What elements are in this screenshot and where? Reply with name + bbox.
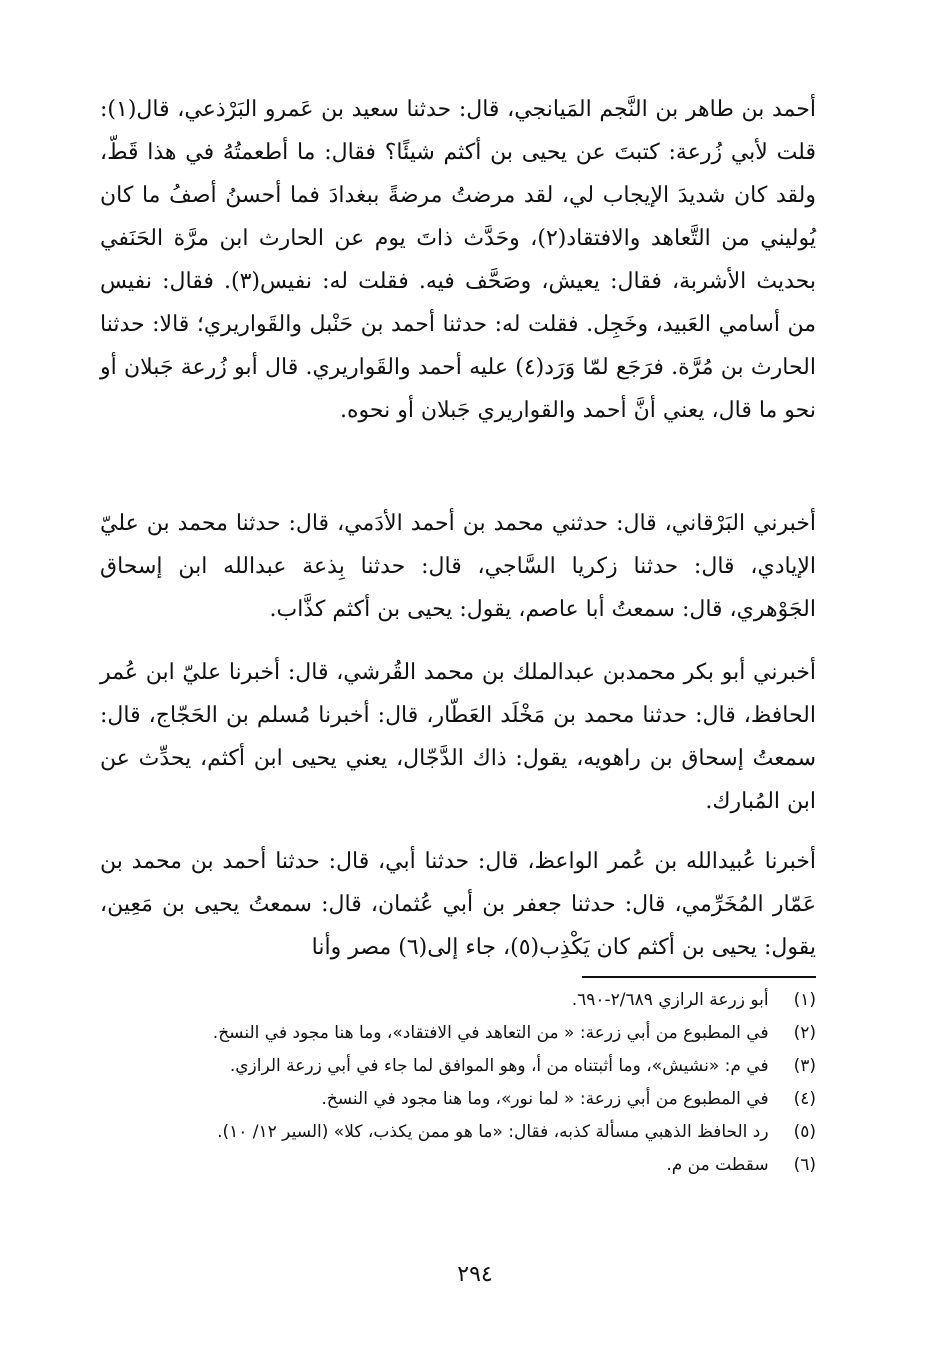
footnote-number: (١) — [793, 990, 816, 1010]
footnote-separator — [582, 976, 816, 978]
footnote-text: في م: «نشيش»، وما أثبتناه من أ، وهو الموافق لما جاء في أبي زرعة الرازي. — [229, 1056, 769, 1076]
footnote-text: أبو زرعة الرازي ٢/٦٨٩-٦٩٠. — [571, 990, 769, 1010]
paragraph-3: أخبرني أبو بكر محمدبن عبدالملك بن محمد القُرشي، قال: أخبرنا عليّ ابن عُمر الحافظ، قال: حدثنا محمد بن مَخْلَد العَطّار، قال: أخبرنا مُسلم بن الحَجّاج، قال: سمعتُ إسحاق بن راهويه، يقول: ذاك الدَّجّال، يعني يحيى ابن أكثم، يحدِّث عن ابن المُبارك. — [100, 660, 816, 814]
paragraph-4: أخبرنا عُبيدالله بن عُمر الواعظ، قال: حدثنا أبي، قال: حدثنا أحمد بن محمد بن عَمّار المُخَرِّمي، قال: حدثنا جعفر بن أبي عُثمان، قال: سمعتُ يحيى بن مَعِين، يقول: يحيى بن أكثم كان يَكْذِب(٥)، جاء إلى(٦) مصر وأنا — [100, 849, 816, 960]
footnote-3 — [120, 1052, 816, 1080]
footnote-2 — [120, 1019, 816, 1047]
footnote-number: (٥) — [793, 1122, 816, 1142]
footnote-1 — [120, 986, 816, 1014]
footnote-4 — [120, 1085, 816, 1113]
footnote-number: (٦) — [793, 1155, 816, 1175]
footnote-text: سقطت من م. — [666, 1155, 769, 1175]
footnote-number: (٣) — [793, 1056, 816, 1076]
footnote-number: (٢) — [793, 1023, 816, 1043]
footnote-number: (٤) — [793, 1089, 816, 1109]
footnote-text: في المطبوع من أبي زرعة: « لما نور»، وما هنا مجود في النسخ. — [321, 1089, 769, 1109]
footnote-6 — [120, 1151, 816, 1179]
footnote-text: في المطبوع من أبي زرعة: « من التعاهد في الافتقاد»، وما هنا مجود في النسخ. — [212, 1023, 769, 1043]
footnote-text: رد الحافظ الذهبي مسألة كذبه، فقال: «ما هو ممن يكذب، كلا» (السير ١٢/ ١٠). — [217, 1122, 769, 1142]
footnote-5 — [120, 1118, 816, 1146]
paragraph-1: أحمد بن طاهر بن النَّجم المَيانجي، قال: حدثنا سعيد بن عَمرو البَرْذعي، قال(١): قلت لأبي زُرعة: كتبتَ عن يحيى بن أكثم شيئًا؟ فقال: ما أطعمتُهُ في هذا قَطّ، ولقد كان شديدَ الإيجاب لي، لقد مرضتُ مرضةً ببغدادَ فما أحسنُ أصفُ ما كان يُوليني من التَّعاهد والافتقاد(٢)، وحَدَّث ذاتَ يوم عن الحارث ابن مرَّة الحَنَفي بحديث الأشربة، فقال: يعيش، وصَحَّف فيه. فقلت له: نفيس(٣). فقال: نفيس من أسامي العَبيد، وخَجِل. فقلت له: حدثنا أحمد بن حَنْبل والقَواريري؛ قالا: حدثنا الحارث بن مُرَّة. فرَجَع لمّا وَرَد(٤) عليه أحمد والقَواريري. قال أبو زُرعة جَبلان أو نحو ما قال، يعني أنَّ أحمد والقواريري جَبلان أو نحوه. — [100, 97, 817, 423]
page-number: ٢٩٤ — [457, 1262, 493, 1287]
paragraph-2: أخبرني البَرْقاني، قال: حدثني محمد بن أحمد الأدَمي، قال: حدثنا محمد بن عليّ الإيادي، قال: حدثنا زكريا السَّاجي، قال: حدثنا بِذعة عبدالله ابن إسحاق الجَوْهري، قال: سمعتُ أبا عاصم، يقول: يحيى بن أكثم كذَّاب. — [100, 511, 816, 622]
